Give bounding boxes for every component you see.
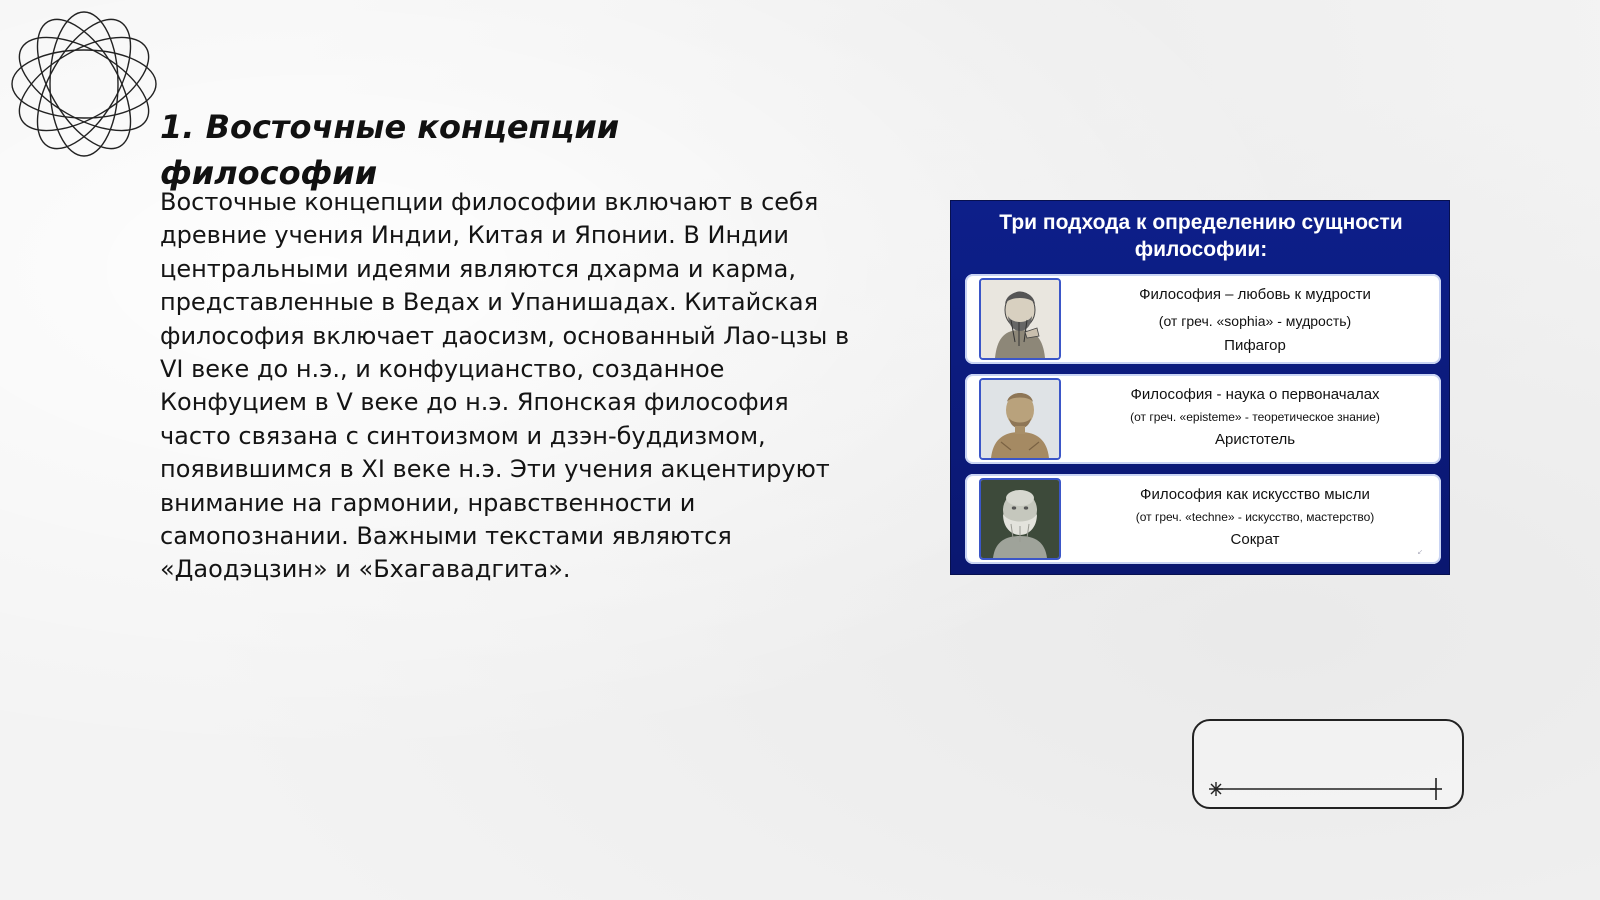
timeline-slider-widget[interactable]	[1192, 719, 1464, 809]
orbital-rings-icon	[8, 8, 160, 160]
aristotle-bust	[979, 378, 1061, 460]
slide-title: 1. Восточные концепции философии	[160, 108, 620, 192]
approach-card-pythagoras	[965, 274, 1441, 364]
approach-author: Сократ	[1230, 531, 1280, 548]
philosophy-approaches-image	[950, 200, 1450, 575]
plus-end-icon	[1430, 778, 1442, 800]
pythagoras-portrait	[979, 278, 1061, 360]
approach-definition: Философия как искусство мысли	[1140, 486, 1370, 503]
panel-title: Три подхода к определению сущности философии:	[999, 211, 1403, 261]
watermark-mark: ↙	[1417, 548, 1423, 556]
socrates-bust	[979, 478, 1061, 560]
timeline-slider-track	[1194, 721, 1462, 807]
approach-definition: Философия - наука о первоначалах	[1130, 386, 1380, 403]
sparkle-start-icon	[1209, 782, 1223, 796]
approach-origin: (от греч. «sophia» - мудрость)	[1158, 313, 1352, 329]
slide-body-text: Восточные концепции философии включают в себя древние учения Индии, Китая и Японии. В Индии центральными идеями являются дхарма и карма, представленные в Ведах и Упанишадах. Китайская философия включает даосизм, основанный Лао-цзы в VI веке до н.э., и конфуцианство, созданное Конфуцием в V веке до н.э. Японская философия часто связана с синтоизмом и дзэн-буддизмом, появившимся в XI веке н.э. Эти учения акцентируют внимание на гармонии, нравственности и самопознании. Важными текстами являются «Даодэцзин» и «Бхагавадгита».	[160, 188, 850, 584]
approach-definition: Философия – любовь к мудрости	[1139, 286, 1371, 303]
approach-author: Пифагор	[1224, 337, 1286, 354]
approach-card-aristotle	[965, 374, 1441, 464]
approach-card-socrates	[965, 474, 1441, 564]
approach-origin: (от греч. «techne» - искусство, мастерство)	[1135, 510, 1375, 524]
approach-author: Аристотель	[1214, 431, 1296, 448]
approach-origin: (от греч. «episteme» - теоретическое знание)	[1130, 410, 1380, 424]
